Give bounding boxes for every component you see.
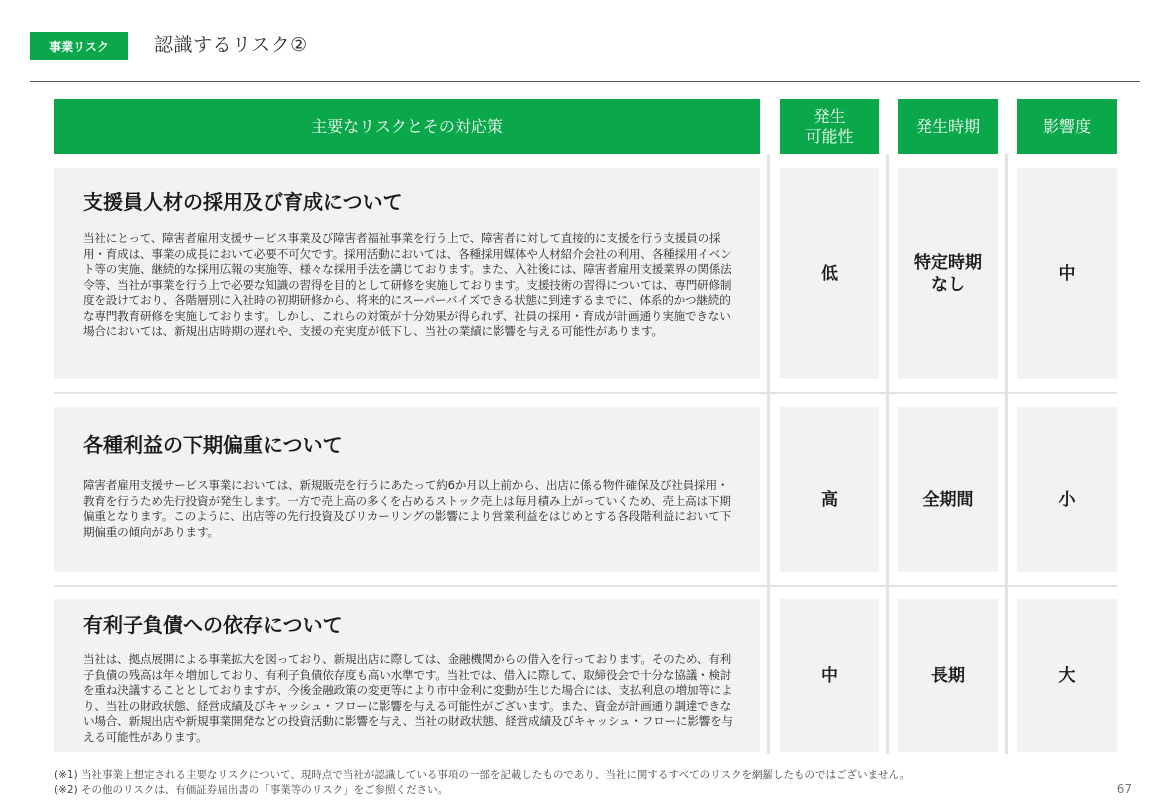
- impact-value: 大: [1017, 599, 1117, 752]
- column-divider: [767, 154, 770, 754]
- probability-value: 中: [780, 599, 879, 752]
- column-header-measures: 主要なリスクとその対応策: [54, 99, 760, 154]
- probability-value: 低: [780, 168, 879, 379]
- row-divider: [54, 585, 1117, 587]
- column-header-probability: 発生 可能性: [780, 99, 879, 154]
- impact-value: 小: [1017, 407, 1117, 572]
- impact-value: 中: [1017, 168, 1117, 379]
- section-tag: 事業リスク: [30, 32, 128, 60]
- risk-row-3: [54, 599, 760, 752]
- page-number: 67: [1116, 782, 1132, 796]
- column-header-impact: 影響度: [1017, 99, 1117, 154]
- probability-value: 高: [780, 407, 879, 572]
- footnote-1: (※1) 当社事業上想定される主要なリスクについて、現時点で当社が認識している事項の一部を記載したものであり、当社に関するすべてのリスクを網羅したものではございません。: [54, 769, 911, 781]
- footnote-2: (※2) その他のリスクは、有価証券届出書の「事業等のリスク」をご参照ください。: [54, 784, 449, 796]
- column-divider: [886, 154, 889, 754]
- risk-description: 当社にとって、障害者雇用支援サービス事業及び障害者福祉事業を行う上で、障害者に対して直接的に支援を行う支援員の採用・育成は、事業の成長において必要不可欠です。採用活動においては、各種採用媒体や人材紹介会社の利用、各種採用イベント等の実施、継続的な採用広報の実施等、様々な採用手法を講じております。また、入社後には、障害者雇用支援業界の関係法令等、当社が事業を行う上で必要な知識の習得を目的として研修を実施しております。支援技術の習得については、専門研修制度を設けており、各階層別に入社時の初期研修から、将来的にスーパーバイズできる状態に到達するまでに、体系的かつ継続的な専門教育研修を実施しております。しかし、これらの対策が十分効果が得られず、社員の採用・育成が計画通り実施できない場合においては、新規出店時期の遅れや、支援の充実度が低下し、当社の業績に影響を与える可能性があります。: [83, 231, 732, 338]
- risk-description: 当社は、拠点展開による事業拡大を図っており、新規出店に際しては、金融機関からの借入を行っております。そのため、有利子負債の残高は年々増加しており、有利子負債依存度も高い水準です。当社では、借入に際して、取締役会で十分な協議・検討を重ね決議することとしておりますが、今後金融政策の変更等により市中金利に変動が生じた場合には、支払利息の増加等により、当社の財政状態、経営成績及びキャッシュ・フローに影響を与える可能性がございます。また、資金が計画通り調達できない場合、新規出店や新規事業開発などの投資活動に影響を与え、当社の財政状態、経営成績及びキャッシュ・フローに影響を与える可能性があります。: [83, 652, 733, 744]
- timing-value: 全期間: [898, 407, 998, 572]
- risk-description: 障害者雇用支援サービス事業においては、新規販売を行うにあたって約6か月以上前から、出店に係る物件確保及び社員採用・教育を行うため先行投資が発生します。一方で売上高の多くを占めるストック売上は毎月積み上がっていくため、売上高は下期偏重となります。このように、出店等の先行投資及びリカーリングの影響により営業利益をはじめとする各段階利益において下期偏重の傾向があります。: [83, 478, 732, 539]
- risk-row-1: [54, 168, 760, 379]
- risk-title: 各種利益の下期偏重について: [83, 433, 343, 457]
- risk-row-2: [54, 407, 760, 572]
- row-divider: [54, 392, 1117, 394]
- risk-title: 有利子負債への依存について: [83, 613, 343, 637]
- header-divider: [30, 81, 1140, 82]
- column-divider: [1005, 154, 1008, 754]
- timing-value: 特定時期 なし: [898, 168, 998, 379]
- column-header-timing: 発生時期: [898, 99, 998, 154]
- page-title: 認識するリスク②: [154, 34, 308, 56]
- risk-title: 支援員人材の採用及び育成について: [83, 190, 403, 214]
- timing-value: 長期: [898, 599, 998, 752]
